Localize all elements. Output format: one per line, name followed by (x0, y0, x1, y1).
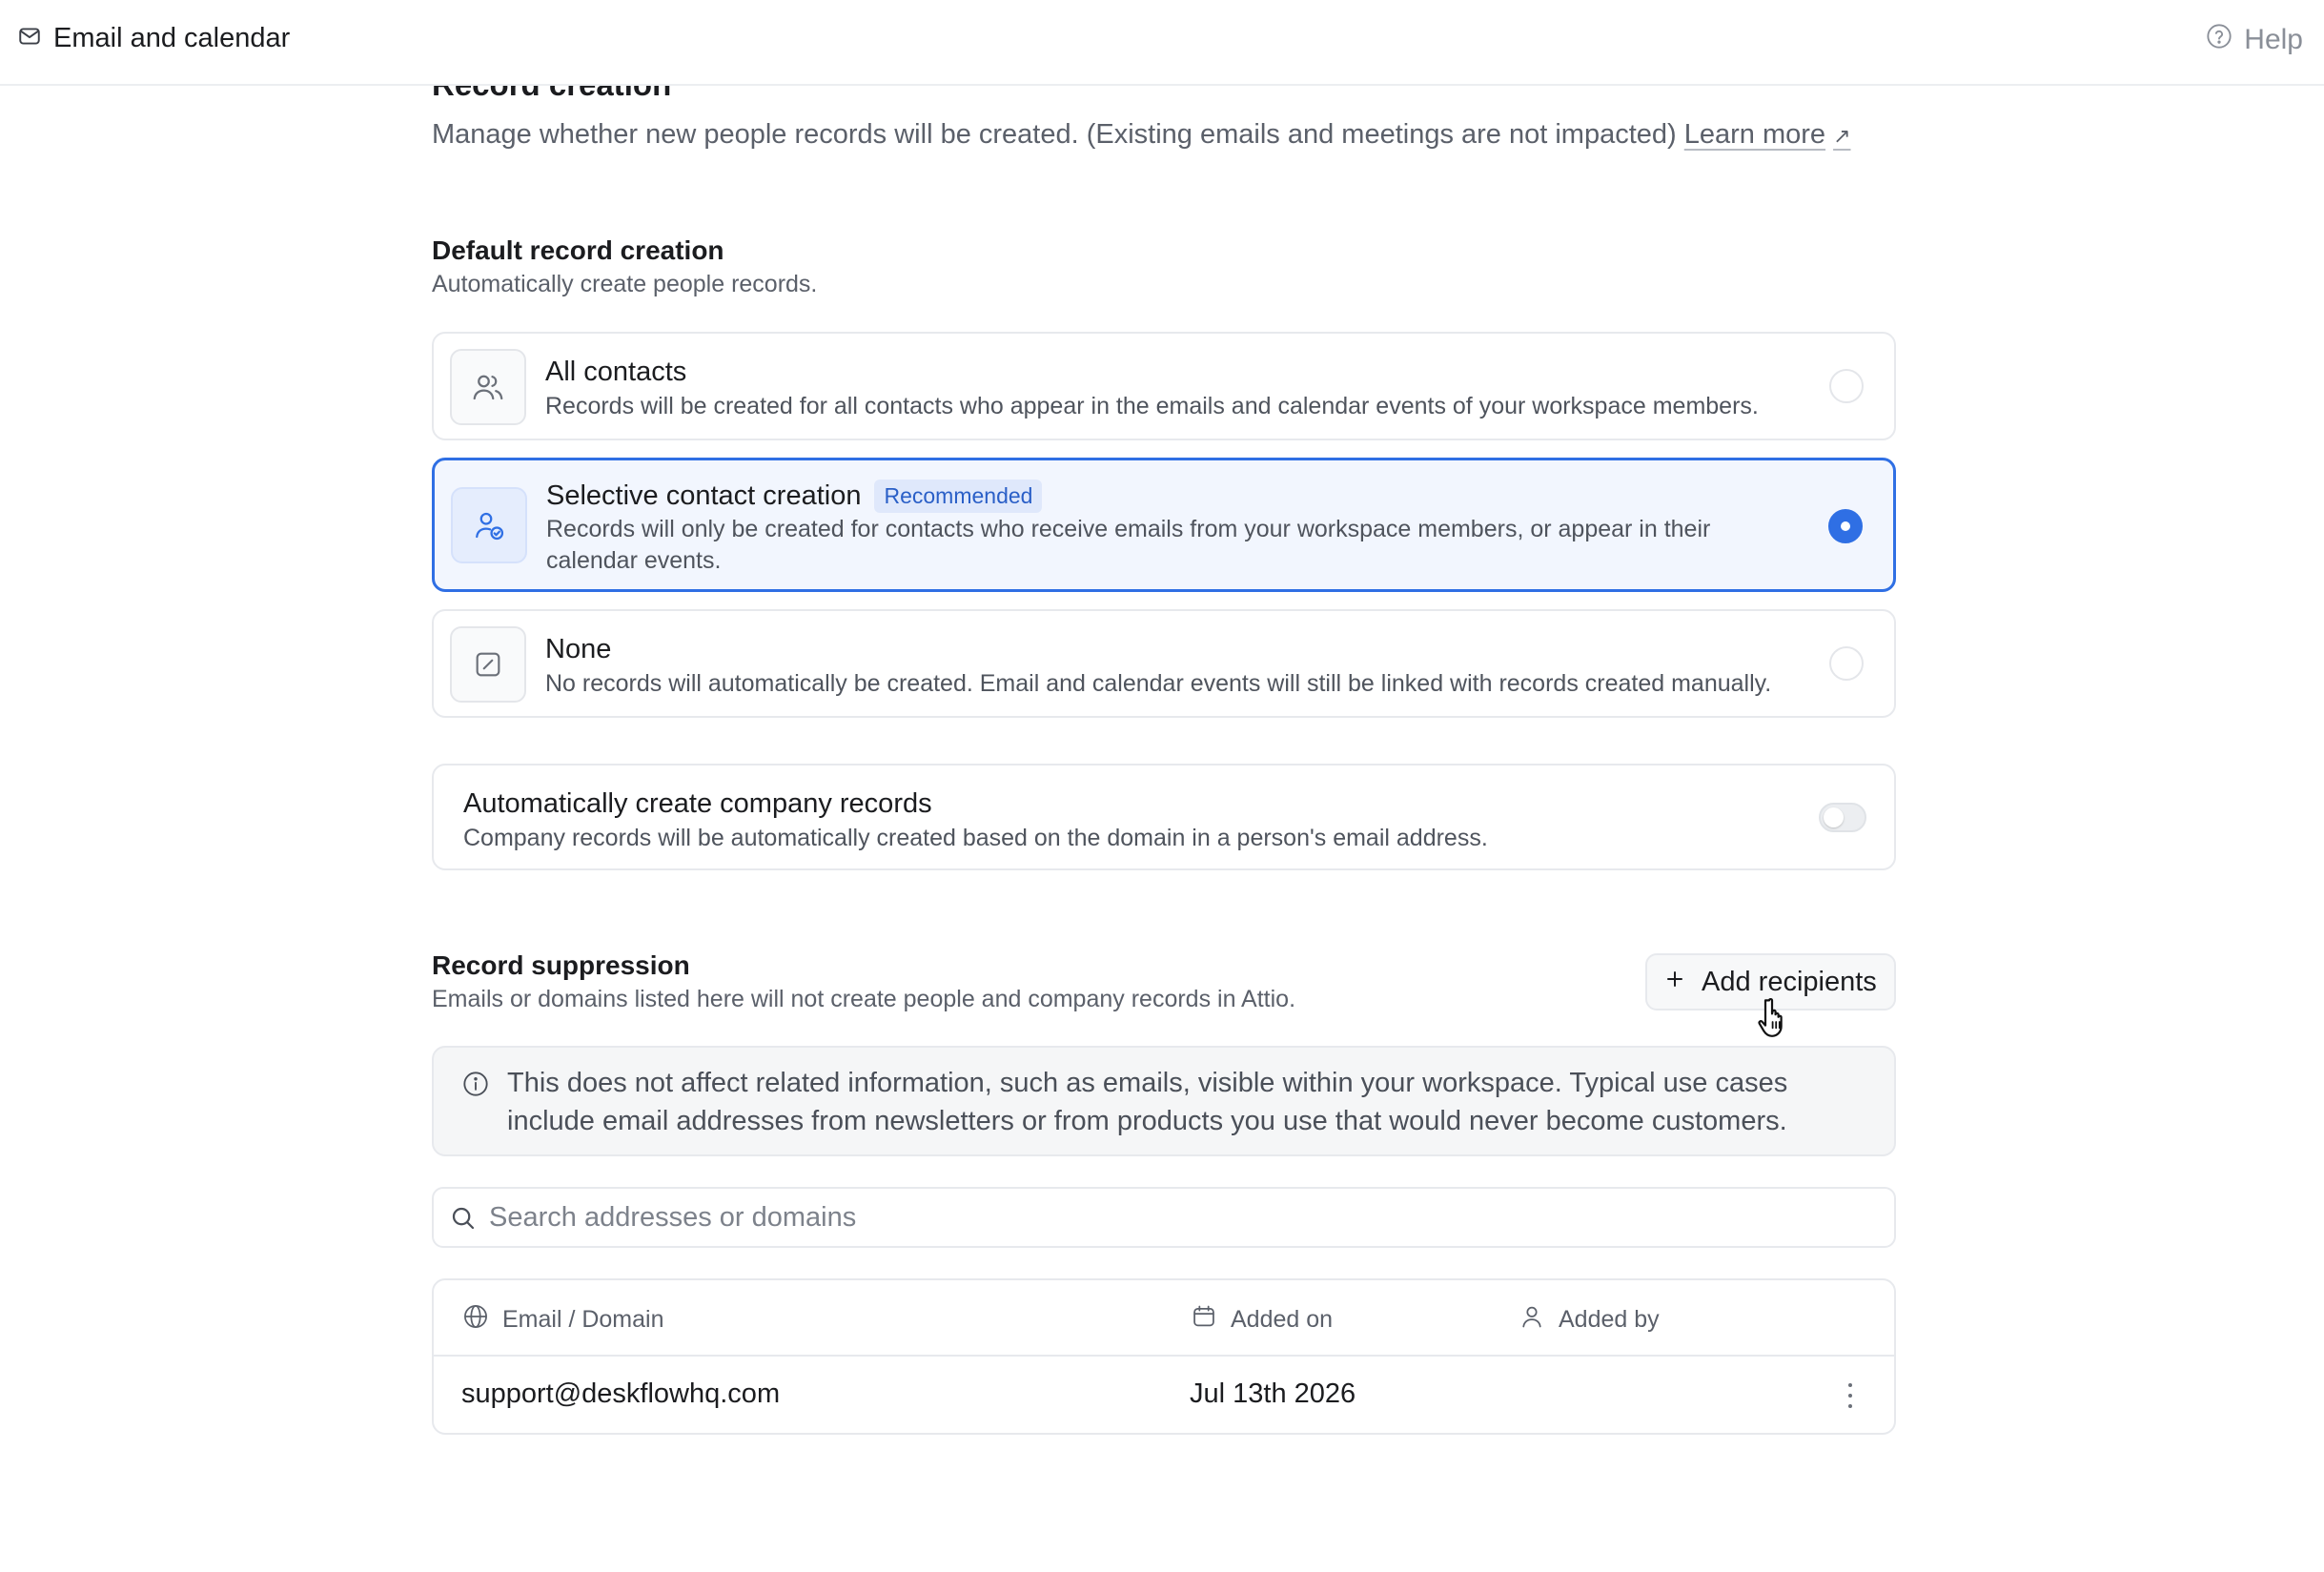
section-description (432, 119, 1851, 151)
suppression-title: Record suppression (432, 950, 690, 980)
option-title: All contacts (545, 357, 687, 387)
row-added-on: Jul 13th 2026 (1190, 1378, 1356, 1409)
search-icon (449, 1204, 478, 1237)
users-icon (450, 349, 526, 425)
option-selective-contact-creation[interactable] (432, 458, 1896, 592)
user-check-icon (451, 487, 527, 563)
option-title: Selective contact creation Recommended (546, 480, 1042, 513)
help-button[interactable] (2206, 23, 2303, 57)
user-icon (1519, 1303, 1545, 1337)
table-row[interactable] (434, 1357, 1894, 1435)
option-none[interactable] (432, 609, 1896, 718)
suppression-description: Emails or domains listed here will not create people and company records in Attio. (432, 986, 1296, 1012)
info-callout (432, 1046, 1896, 1156)
learn-more-link[interactable]: Learn more ↗ (1683, 119, 1851, 150)
recommended-badge: Recommended (874, 480, 1042, 513)
column-added-on[interactable]: Added on (1191, 1303, 1333, 1337)
search-box (432, 1187, 1896, 1248)
help-label: Help (2244, 24, 2303, 55)
option-all-contacts[interactable] (432, 332, 1896, 440)
info-text: This does not affect related information, such as emails, visible within your workspace. Typical use cases include email addresses from newsletters or from products you use that would never become customers. (507, 1068, 1788, 1136)
column-email-domain[interactable]: Email / Domain (462, 1303, 664, 1337)
plus-icon (1663, 967, 1686, 998)
suppression-table (432, 1278, 1896, 1435)
radio-all-contacts[interactable] (1829, 369, 1864, 403)
globe-icon (462, 1303, 489, 1337)
column-added-by[interactable]: Added by (1519, 1303, 1660, 1337)
top-bar (0, 0, 2324, 86)
add-recipients-label: Add recipients (1702, 966, 1877, 997)
option-title: None (545, 634, 612, 664)
table-header (434, 1280, 1894, 1357)
page-header (17, 23, 290, 54)
option-description: Records will be created for all contacts who appear in the emails and calendar events of your workspace members. (545, 393, 1759, 419)
search-input[interactable] (489, 1198, 1862, 1236)
info-icon (462, 1071, 489, 1102)
option-description: No records will automatically be created. Email and calendar events will still be linked with records created manually. (545, 670, 1772, 697)
company-records-description: Company records will be automatically created based on the domain in a person's email address. (463, 825, 1488, 851)
more-options-icon[interactable] (1841, 1383, 1860, 1408)
company-records-toggle[interactable] (1819, 803, 1866, 832)
help-icon (2206, 23, 2232, 57)
hand-cursor-icon (1757, 996, 1795, 1045)
radio-selective-contact-creation[interactable] (1828, 509, 1863, 543)
default-creation-title: Default record creation (432, 235, 724, 265)
company-records-title: Automatically create company records (463, 788, 932, 819)
company-records-card (432, 764, 1896, 870)
page-title: Email and calendar (53, 23, 291, 53)
default-creation-description: Automatically create people records. (432, 271, 818, 297)
calendar-icon (1191, 1303, 1217, 1337)
row-email: support@deskflowhq.com (461, 1378, 781, 1409)
section-description-text: Manage whether new people records will be created. (Existing emails and meetings are not impacted) (432, 119, 1677, 150)
radio-none[interactable] (1829, 646, 1864, 681)
option-description: Records will only be created for contacts who receive emails from your workspace members, or appear in their calendar events. (546, 516, 1711, 574)
external-link-icon: ↗ (1833, 124, 1851, 148)
slash-square-icon (450, 626, 526, 703)
mail-icon (17, 24, 42, 53)
